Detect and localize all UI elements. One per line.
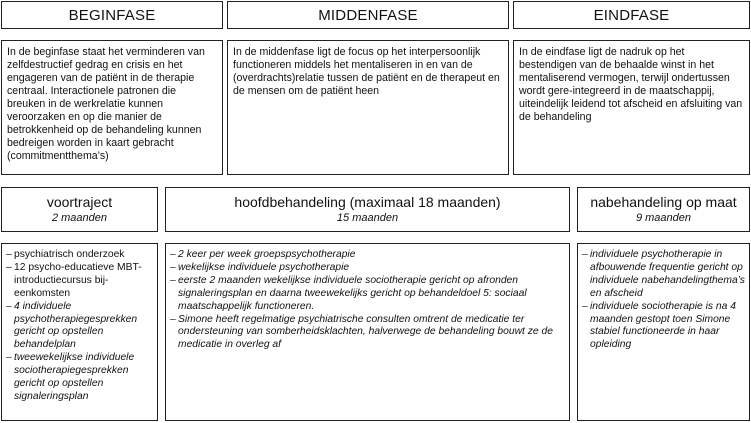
track-duration: 2 maanden — [51, 212, 108, 224]
track-duration: 15 maanden — [336, 212, 399, 224]
phase-description-eindfase — [513, 40, 750, 175]
phase-title: EINDFASE — [593, 6, 670, 24]
list-item: – 2 keer per week groepspsychotherapie — [170, 249, 565, 262]
track-activities-hoofdbehandeling — [165, 243, 570, 421]
list-item: – 4 individuele psychotherapiegesprekken gericht op opstellen behandelplan — [6, 301, 153, 353]
phase-header-beginfase — [1, 1, 223, 29]
phase-description-text: In de eindfase ligt de nadruk op het bestendigen van de behaalde winst in het mentaliserend vermogen, terwijl ondertussen wordt gere-integreerd in de maatschappij, uiteindelijk leidend tot afscheid en afsluiting van de behandeling — [519, 46, 743, 123]
phase-description-text: In de beginfase staat het verminderen van zelfdestructief gedrag en crisis en het engageren van de patiënt in de therapie centraal. Interactionele patronen die breuken in de werkrelatie kunnen veroorzaken en op die manier de betrokkenheid op de behandeling kunnen bedreigen worden in kaart gebracht (commitmentthema’s) — [7, 46, 205, 162]
phase-description-text: In de middenfase ligt de focus op het interpersoonlijk functioneren middels het mentaliseren in en van de (overdrachts)relatie tussen de patiënt en de therapeut en de mensen om de patiënt heen — [233, 46, 500, 97]
phase-title: BEGINFASE — [68, 6, 156, 24]
track-title: voortraject — [46, 194, 113, 210]
list-item: – 12 psycho-educatieve MBT-introductiecursus bij-eenkomsten — [6, 262, 153, 301]
list-item: – tweewekelijkse individuele sociotherapiegesprekken gericht op opstellen signaleringsplan — [6, 352, 153, 404]
phase-description-middenfase — [227, 40, 509, 175]
phase-header-middenfase — [227, 1, 509, 29]
track-activities-nabehandeling — [577, 243, 750, 421]
track-activities-voortraject — [1, 243, 158, 421]
list-item: – psychiatrisch onderzoek — [6, 249, 153, 262]
phase-description-beginfase — [1, 40, 223, 175]
track-header-nabehandeling — [577, 187, 750, 232]
list-item: – eerste 2 maanden wekelijkse individuele sociotherapie gericht op afronden signaleringsplan en daarna tweewekelijks gericht op behandeldoel 5: sociaal maatschappelijk functioneren. — [170, 275, 565, 314]
track-duration: 9 maanden — [635, 212, 692, 224]
track-title: nabehandeling op maat — [590, 194, 737, 210]
phase-header-eindfase — [513, 1, 750, 29]
list-item: – Simone heeft regelmatige psychiatrische consulten omtrent de medicatie ter ondersteuning van somberheidsklachten, halverwege de behandeling bouwt ze de medicatie in overleg af — [170, 314, 565, 353]
track-header-hoofdbehandeling — [165, 187, 570, 232]
track-header-voortraject — [1, 187, 158, 232]
list-item: – individuele sociotherapie is na 4 maanden gestopt toen Simone stabiel functioneerde in haar opleiding — [582, 301, 745, 353]
phase-title: MIDDENFASE — [318, 6, 418, 24]
list-item: – individuele psychotherapie in afbouwende frequentie gericht op individuele nabehandelingthema’s en afscheid — [582, 249, 745, 301]
track-title: hoofdbehandeling (maximaal 18 maanden) — [234, 194, 501, 210]
list-item: – wekelijkse individuele psychotherapie — [170, 262, 565, 275]
